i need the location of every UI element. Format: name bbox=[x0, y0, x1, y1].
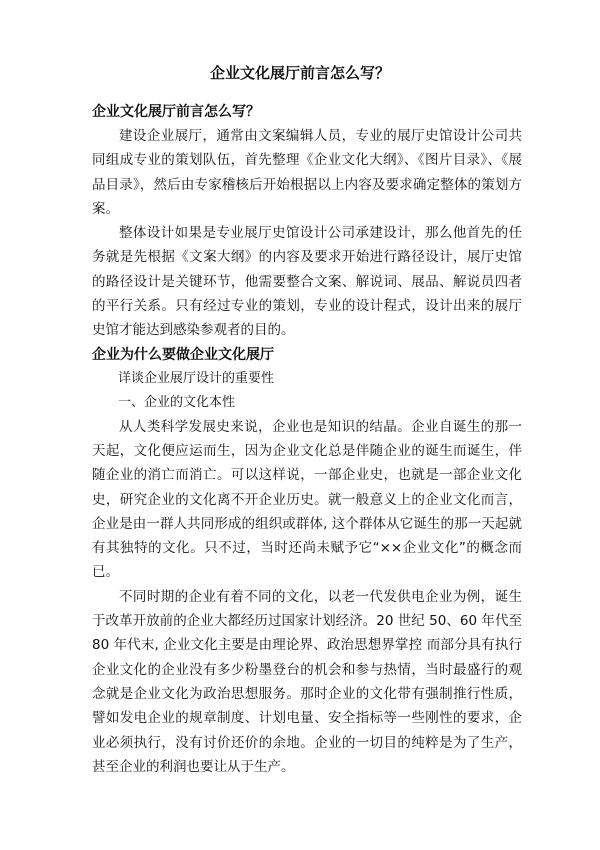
document-title: 企业文化展厅前言怎么写？ bbox=[209, 64, 390, 82]
document-body bbox=[92, 100, 522, 779]
paragraph: 建设企业展厅，通常由文案编辑人员，专业的展厅史馆设计公司共同组成专业的策划队伍，首先整理《企业文化大纲》、《图片目录》、《展品目录》，然后由专家稽核后开始根据以上内容及要求确定整体的策划方案。 bbox=[92, 128, 522, 217]
section-heading-preface: 企业文化展厅前言怎么写？ bbox=[92, 104, 260, 120]
section-subtitle: 详谈企业展厅设计的重要性 bbox=[118, 370, 275, 386]
section-heading-why: 企业为什么要做企业文化展厅 bbox=[92, 346, 274, 363]
paragraph: 从人类科学发展史来说，企业也是知识的结晶。企业自诞生的那一天起，文化便应运而生，因为企业文化总是伴随企业的诞生而诞生，伴随企业的消亡而消亡。可以这样说，一部企业史，也就是一部企业文化史，研究企业的文化离不开企业历史。就一般意义上的企业文化而言，企业是由一群人共同形成的组织或群体, 这个群体从它诞生的那一天起就有其独特的文化。只不过，当时还尚未赋予它“××企业文化”的概念而已。 bbox=[92, 418, 522, 581]
paragraph: 不同时期的企业有着不同的文化，以老一代发供电企业为例，诞生于改革开放前的企业大都经历过国家计划经济。20 世纪 50、60 年代至 80 年代末, 企业文化主要是由理论界、政治思想界掌控 而部分具有执行企业文化的企业没有多少粉墨登台的机会和参与热情，当时最盛行的观念就是企业文化为政治思想服务。那时企业的文化带有强制推行性质，譬如发电企业的规章制度、计划电量、安全指标等一些刚性的要求，企业必须执行，没有讨价还价的余地。企业的一切目的纯粹是为了生产，甚至企业的利润也要让从于生产。 bbox=[92, 588, 522, 775]
subsection-heading: 一、企业的文化本性 bbox=[118, 394, 236, 410]
paragraph: 整体设计如果是专业展厅史馆设计公司承建设计，那么他首先的任务就是先根据《文案大纲》的内容及要求开始进行路径设计，展厅史馆的路径设计是关键环节，他需要整合文案、解说词、展品、解说员四者的平行关系。只有经过专业的策划，专业的设计程式，设计出来的展厅史馆才能达到感染参观者的目的。 bbox=[92, 225, 522, 339]
